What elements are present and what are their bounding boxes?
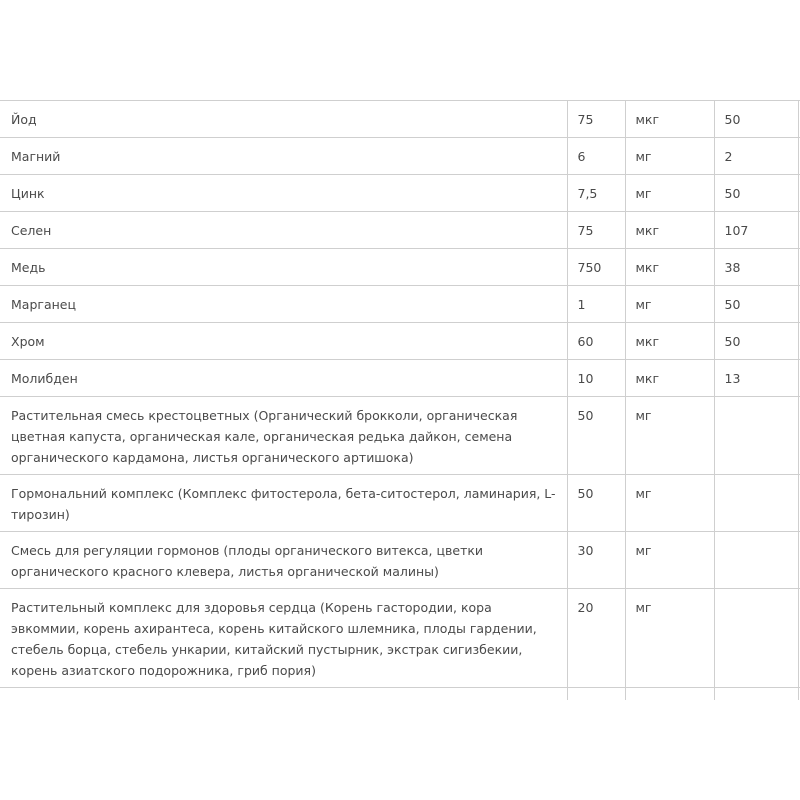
- ingredients-table-wrapper: [0, 100, 800, 700]
- ingredient-percent: 38: [714, 249, 800, 286]
- ingredient-unit: мг: [625, 475, 714, 532]
- ingredient-unit: мг: [625, 589, 714, 688]
- ingredient-percent: [714, 532, 800, 589]
- ingredient-quantity: 7,5: [567, 175, 625, 212]
- table-row: [0, 532, 800, 589]
- ingredient-unit: мкг: [625, 360, 714, 397]
- ingredient-name: Растительный комплекс для здоровья сердца (Корень гастородии, кора эвкоммии, корень ахирантеса, корень китайского шлемника, плоды гардении, стебель борца, стебель ункарии, китайский пустырник, экстрак сигизбекии, корень азиатского подорожника, гриб пория): [0, 589, 567, 688]
- ingredient-name: Магний: [0, 138, 567, 175]
- ingredients-table: [0, 100, 800, 700]
- ingredient-quantity: 750: [567, 249, 625, 286]
- table-row: [0, 589, 800, 688]
- ingredient-percent: 50: [714, 101, 800, 138]
- ingredient-quantity: 60: [567, 323, 625, 360]
- table-cell-empty: [567, 688, 625, 701]
- ingredient-name: Марганец: [0, 286, 567, 323]
- ingredient-quantity: 30: [567, 532, 625, 589]
- ingredient-percent: 50: [714, 323, 800, 360]
- ingredient-unit: мкг: [625, 101, 714, 138]
- table-right-border: [798, 100, 799, 700]
- ingredient-unit: мкг: [625, 323, 714, 360]
- table-row: [0, 138, 800, 175]
- ingredient-unit: мг: [625, 138, 714, 175]
- ingredient-quantity: 10: [567, 360, 625, 397]
- table-row: [0, 397, 800, 475]
- ingredient-percent: 50: [714, 286, 800, 323]
- table-row: [0, 323, 800, 360]
- ingredient-name: Молибден: [0, 360, 567, 397]
- ingredient-quantity: 1: [567, 286, 625, 323]
- ingredient-percent: [714, 475, 800, 532]
- ingredient-quantity: 6: [567, 138, 625, 175]
- ingredient-name: Цинк: [0, 175, 567, 212]
- ingredient-percent: 13: [714, 360, 800, 397]
- table-cell-empty: [625, 688, 714, 701]
- ingredient-name: Смесь для регуляции гормонов (плоды органического витекса, цветки органического красного клевера, листья органической малины): [0, 532, 567, 589]
- ingredient-percent: [714, 397, 800, 475]
- ingredient-percent: 50: [714, 175, 800, 212]
- ingredient-name: Гормональний комплекс (Комплекс фитостерола, бета-ситостерол, ламинария, L-тирозин): [0, 475, 567, 532]
- ingredient-name: Йод: [0, 101, 567, 138]
- table-body: [0, 101, 800, 701]
- ingredient-quantity: 20: [567, 589, 625, 688]
- ingredient-unit: мкг: [625, 212, 714, 249]
- ingredient-percent: [714, 589, 800, 688]
- table-row: [0, 175, 800, 212]
- ingredient-name: Медь: [0, 249, 567, 286]
- ingredient-unit: мг: [625, 397, 714, 475]
- table-cell-empty: [714, 688, 800, 701]
- ingredient-name: Растительная смесь крестоцветных (Органический брокколи, органическая цветная капуста, органическая кале, органическая редька дайкон, семена органического кардамона, листья органического артишока): [0, 397, 567, 475]
- ingredient-percent: 2: [714, 138, 800, 175]
- table-row: [0, 249, 800, 286]
- ingredient-quantity: 50: [567, 397, 625, 475]
- table-row: [0, 101, 800, 138]
- ingredient-quantity: 75: [567, 101, 625, 138]
- table-row-partial: [0, 688, 800, 701]
- ingredient-percent: 107: [714, 212, 800, 249]
- table-row: [0, 212, 800, 249]
- ingredient-unit: мг: [625, 175, 714, 212]
- ingredient-quantity: 75: [567, 212, 625, 249]
- ingredient-unit: мкг: [625, 249, 714, 286]
- ingredient-name: Селен: [0, 212, 567, 249]
- ingredient-name: Хром: [0, 323, 567, 360]
- ingredient-unit: мг: [625, 532, 714, 589]
- table-row: [0, 286, 800, 323]
- ingredient-unit: мг: [625, 286, 714, 323]
- table-row: [0, 475, 800, 532]
- ingredient-quantity: 50: [567, 475, 625, 532]
- table-cell-empty: [0, 688, 567, 701]
- table-row: [0, 360, 800, 397]
